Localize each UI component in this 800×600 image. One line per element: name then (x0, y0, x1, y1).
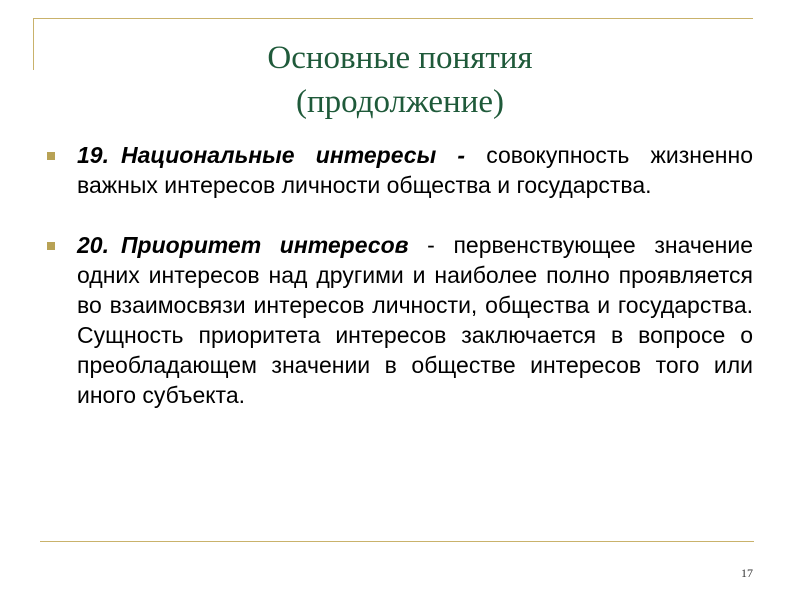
slide-title (40, 36, 760, 124)
item-separator: - (436, 142, 487, 168)
definition-item (47, 230, 753, 410)
item-number: 20. (77, 232, 109, 258)
frame-bottom-line (40, 541, 754, 542)
square-bullet-icon (47, 152, 55, 160)
item-separator: - (408, 232, 454, 258)
item-term: Национальные интересы (120, 142, 437, 168)
frame-left-line (33, 18, 34, 70)
slide-content (47, 140, 753, 410)
definition-item (47, 140, 753, 200)
item-definition: первенствующее значение одних интересов над другими и наиболее полно проявляется во взаимосвязи интересов личности, общества и государства. Сущность приоритета интересов заключается в вопросе о преобладающем значении в обществе интересов того или иного субъекта. (77, 232, 753, 408)
square-bullet-icon (47, 242, 55, 250)
slide-number: 17 (741, 566, 753, 580)
item-term: Приоритет интересов (120, 232, 409, 258)
frame-top-line (33, 18, 753, 19)
item-number: 19. (77, 142, 109, 168)
title-line-2: (продолжение) (296, 84, 504, 120)
item-definition: совокупность жизненно важных интересов личности общества и государства. (77, 142, 753, 198)
title-line-1: Основные понятия (267, 40, 533, 76)
